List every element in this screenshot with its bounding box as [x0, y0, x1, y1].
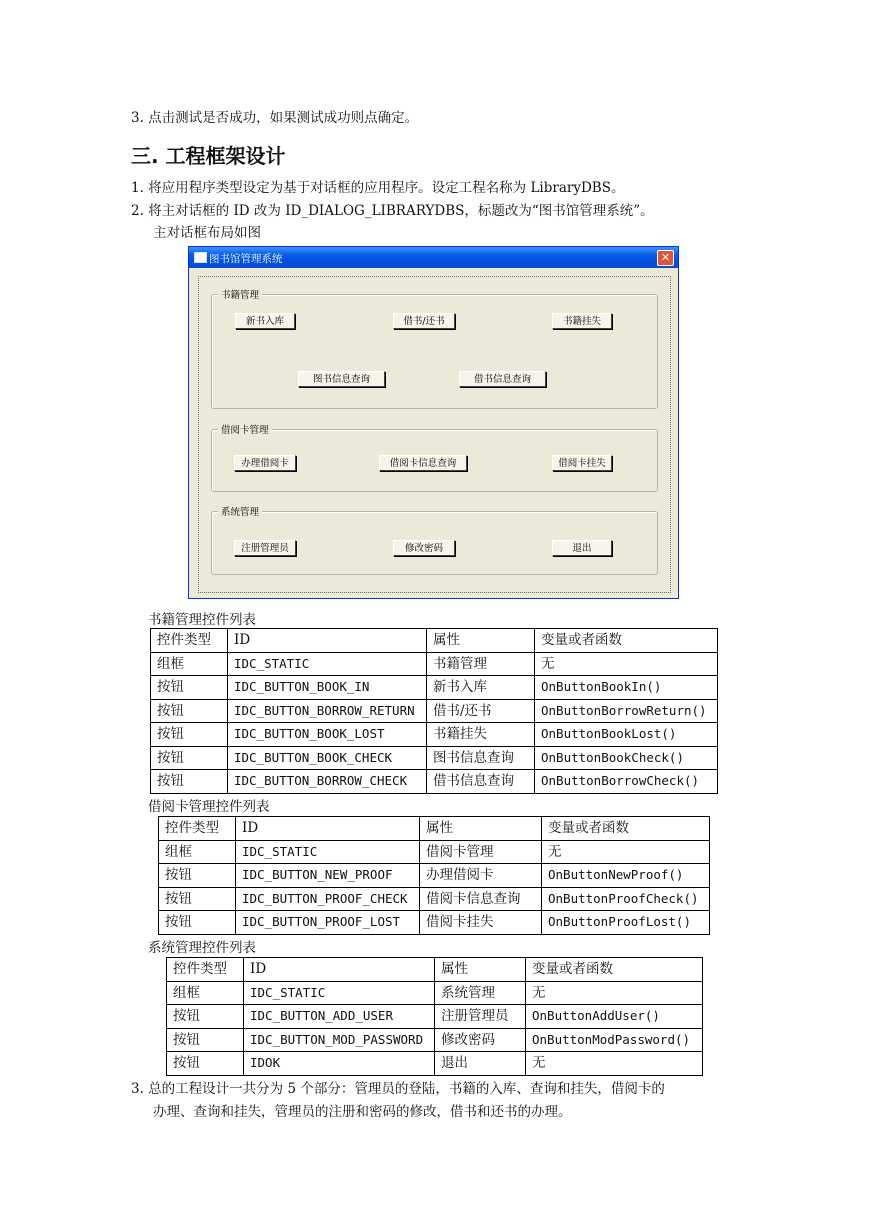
table-cell: OnButtonBookLost() [535, 723, 718, 747]
header-cell: ID [236, 817, 420, 841]
table-books [150, 628, 718, 794]
dialog-screenshot [188, 246, 679, 599]
item3-line2: 办理、查询和挂失，管理员的注册和密码的修改，借书和还书的办理。 [153, 1104, 572, 1120]
add-admin-button[interactable]: 注册管理员 [234, 540, 296, 556]
table-row [167, 1052, 703, 1076]
table-cell: 借书信息查询 [427, 770, 535, 794]
book-check-button[interactable]: 图书信息查询 [298, 371, 385, 387]
item1-text: 1. 将应用程序类型设定为基于对话框的应用程序。设定工程名称为 LibraryDBS。 [131, 180, 625, 196]
table-cell: IDC_BUTTON_MOD_PASSWORD [244, 1028, 435, 1052]
table-row [159, 840, 710, 864]
dialog-title: 图书馆管理系统 [209, 253, 283, 265]
table-cell: OnButtonModPassword() [526, 1028, 703, 1052]
header-cell: 控件类型 [159, 817, 236, 841]
table-cell: 按钮 [167, 1028, 244, 1052]
group-system [211, 507, 658, 575]
table-cell: OnButtonBorrowCheck() [535, 770, 718, 794]
table-cell: 借书/还书 [427, 699, 535, 723]
table-cell: 无 [526, 1052, 703, 1076]
table-header-row [151, 629, 718, 653]
table-row [167, 1005, 703, 1029]
table-cell: IDC_BUTTON_PROOF_CHECK [236, 887, 420, 911]
exit-button[interactable]: 退出 [552, 540, 612, 556]
table-cell: 修改密码 [435, 1028, 526, 1052]
table-cell: OnButtonProofLost() [542, 911, 710, 935]
header-cell: 属性 [420, 817, 542, 841]
step3-text: 3. 点击测试是否成功，如果测试成功则点确定。 [131, 110, 419, 126]
dialog-client-area [198, 276, 671, 593]
table-row [151, 699, 718, 723]
table-cell: 按钮 [151, 770, 228, 794]
table-cell: OnButtonNewProof() [542, 864, 710, 888]
item3-line1: 3. 总的工程设计一共分为 5 个部分：管理员的登陆，书籍的入库、查询和挂失，借阅卡的 [131, 1081, 665, 1097]
table-cell: 组框 [159, 840, 236, 864]
table-cell: 借阅卡挂失 [420, 911, 542, 935]
borrow-return-button[interactable]: 借书/还书 [393, 313, 455, 329]
header-cell: 变量或者函数 [535, 629, 718, 653]
table-cell: 组框 [151, 652, 228, 676]
table-cell: IDC_STATIC [228, 652, 427, 676]
table-header-row [159, 817, 710, 841]
table-cell: 按钮 [151, 676, 228, 700]
modify-password-button[interactable]: 修改密码 [393, 540, 455, 556]
table-row [151, 676, 718, 700]
table-cell: 新书入库 [427, 676, 535, 700]
table-cell: IDC_BUTTON_ADD_USER [244, 1005, 435, 1029]
header-cell: 控件类型 [167, 958, 244, 982]
table-cell: 按钮 [159, 864, 236, 888]
table-cell: 系统管理 [435, 981, 526, 1005]
table-cell: 图书信息查询 [427, 746, 535, 770]
table-row [159, 887, 710, 911]
table-cell: 办理借阅卡 [420, 864, 542, 888]
header-cell: ID [228, 629, 427, 653]
table-cell: 按钮 [151, 746, 228, 770]
group-books-label: 书籍管理 [218, 287, 262, 301]
table-cell: IDC_BUTTON_NEW_PROOF [236, 864, 420, 888]
table-row [159, 864, 710, 888]
table-cell: 借阅卡管理 [420, 840, 542, 864]
table-cell: IDC_BUTTON_BORROW_CHECK [228, 770, 427, 794]
table-cell: IDC_BUTTON_BORROW_RETURN [228, 699, 427, 723]
card-check-button[interactable]: 借阅卡信息查询 [379, 455, 467, 471]
header-cell: ID [244, 958, 435, 982]
table-cell: 按钮 [167, 1005, 244, 1029]
table-cell: 书籍管理 [427, 652, 535, 676]
table-cell: OnButtonBookCheck() [535, 746, 718, 770]
table2-caption: 借阅卡管理控件列表 [148, 799, 270, 815]
table-cell: 按钮 [151, 723, 228, 747]
table-cell: IDC_BUTTON_BOOK_CHECK [228, 746, 427, 770]
table-cell: 无 [526, 981, 703, 1005]
table-row [167, 1028, 703, 1052]
table-cell: 组框 [167, 981, 244, 1005]
new-book-button[interactable]: 新书入库 [235, 313, 295, 329]
table-cell: 无 [542, 840, 710, 864]
table-system [166, 957, 703, 1076]
table-card [158, 816, 710, 935]
table-cell: 按钮 [167, 1052, 244, 1076]
table-cell: OnButtonAddUser() [526, 1005, 703, 1029]
table-cell: 退出 [435, 1052, 526, 1076]
card-lost-button[interactable]: 借阅卡挂失 [552, 455, 612, 471]
book-lost-button[interactable]: 书籍挂失 [552, 313, 612, 329]
table-cell: OnButtonProofCheck() [542, 887, 710, 911]
table-cell: 按钮 [159, 911, 236, 935]
table-cell: 借阅卡信息查询 [420, 887, 542, 911]
table-header-row [167, 958, 703, 982]
header-cell: 变量或者函数 [526, 958, 703, 982]
table-row [167, 981, 703, 1005]
table-cell: IDC_BUTTON_PROOF_LOST [236, 911, 420, 935]
table-cell: 按钮 [159, 887, 236, 911]
table-row [151, 746, 718, 770]
group-card-label: 借阅卡管理 [218, 422, 272, 436]
table-cell: IDC_BUTTON_BOOK_LOST [228, 723, 427, 747]
item2-continuation: 主对话框布局如图 [153, 225, 261, 241]
table-row [159, 911, 710, 935]
group-system-label: 系统管理 [218, 504, 262, 518]
table-cell: 无 [535, 652, 718, 676]
table-row [151, 723, 718, 747]
table-cell: IDC_STATIC [236, 840, 420, 864]
header-cell: 属性 [427, 629, 535, 653]
table3-caption: 系统管理控件列表 [148, 940, 256, 956]
table-cell: 注册管理员 [435, 1005, 526, 1029]
group-books [211, 290, 658, 409]
table-row [151, 652, 718, 676]
header-cell: 变量或者函数 [542, 817, 710, 841]
table-cell: OnButtonBookIn() [535, 676, 718, 700]
table-row [151, 770, 718, 794]
close-icon[interactable]: ✕ [657, 250, 674, 266]
section-heading: 三. 工程框架设计 [131, 144, 286, 168]
group-card [211, 425, 658, 492]
item2-text: 2. 将主对话框的 ID 改为 ID_DIALOG_LIBRARYDBS，标题改为“图书馆管理系统”。 [131, 203, 654, 219]
table-cell: 书籍挂失 [427, 723, 535, 747]
header-cell: 控件类型 [151, 629, 228, 653]
table-cell: 按钮 [151, 699, 228, 723]
borrow-check-button[interactable]: 借书信息查询 [459, 371, 546, 387]
table1-caption: 书籍管理控件列表 [148, 612, 256, 628]
table-cell: IDC_STATIC [244, 981, 435, 1005]
table-cell: IDOK [244, 1052, 435, 1076]
table-cell: IDC_BUTTON_BOOK_IN [228, 676, 427, 700]
dialog-titlebar [189, 247, 678, 268]
table-cell: OnButtonBorrowReturn() [535, 699, 718, 723]
new-card-button[interactable]: 办理借阅卡 [234, 455, 296, 471]
window-icon [194, 252, 207, 263]
header-cell: 属性 [435, 958, 526, 982]
